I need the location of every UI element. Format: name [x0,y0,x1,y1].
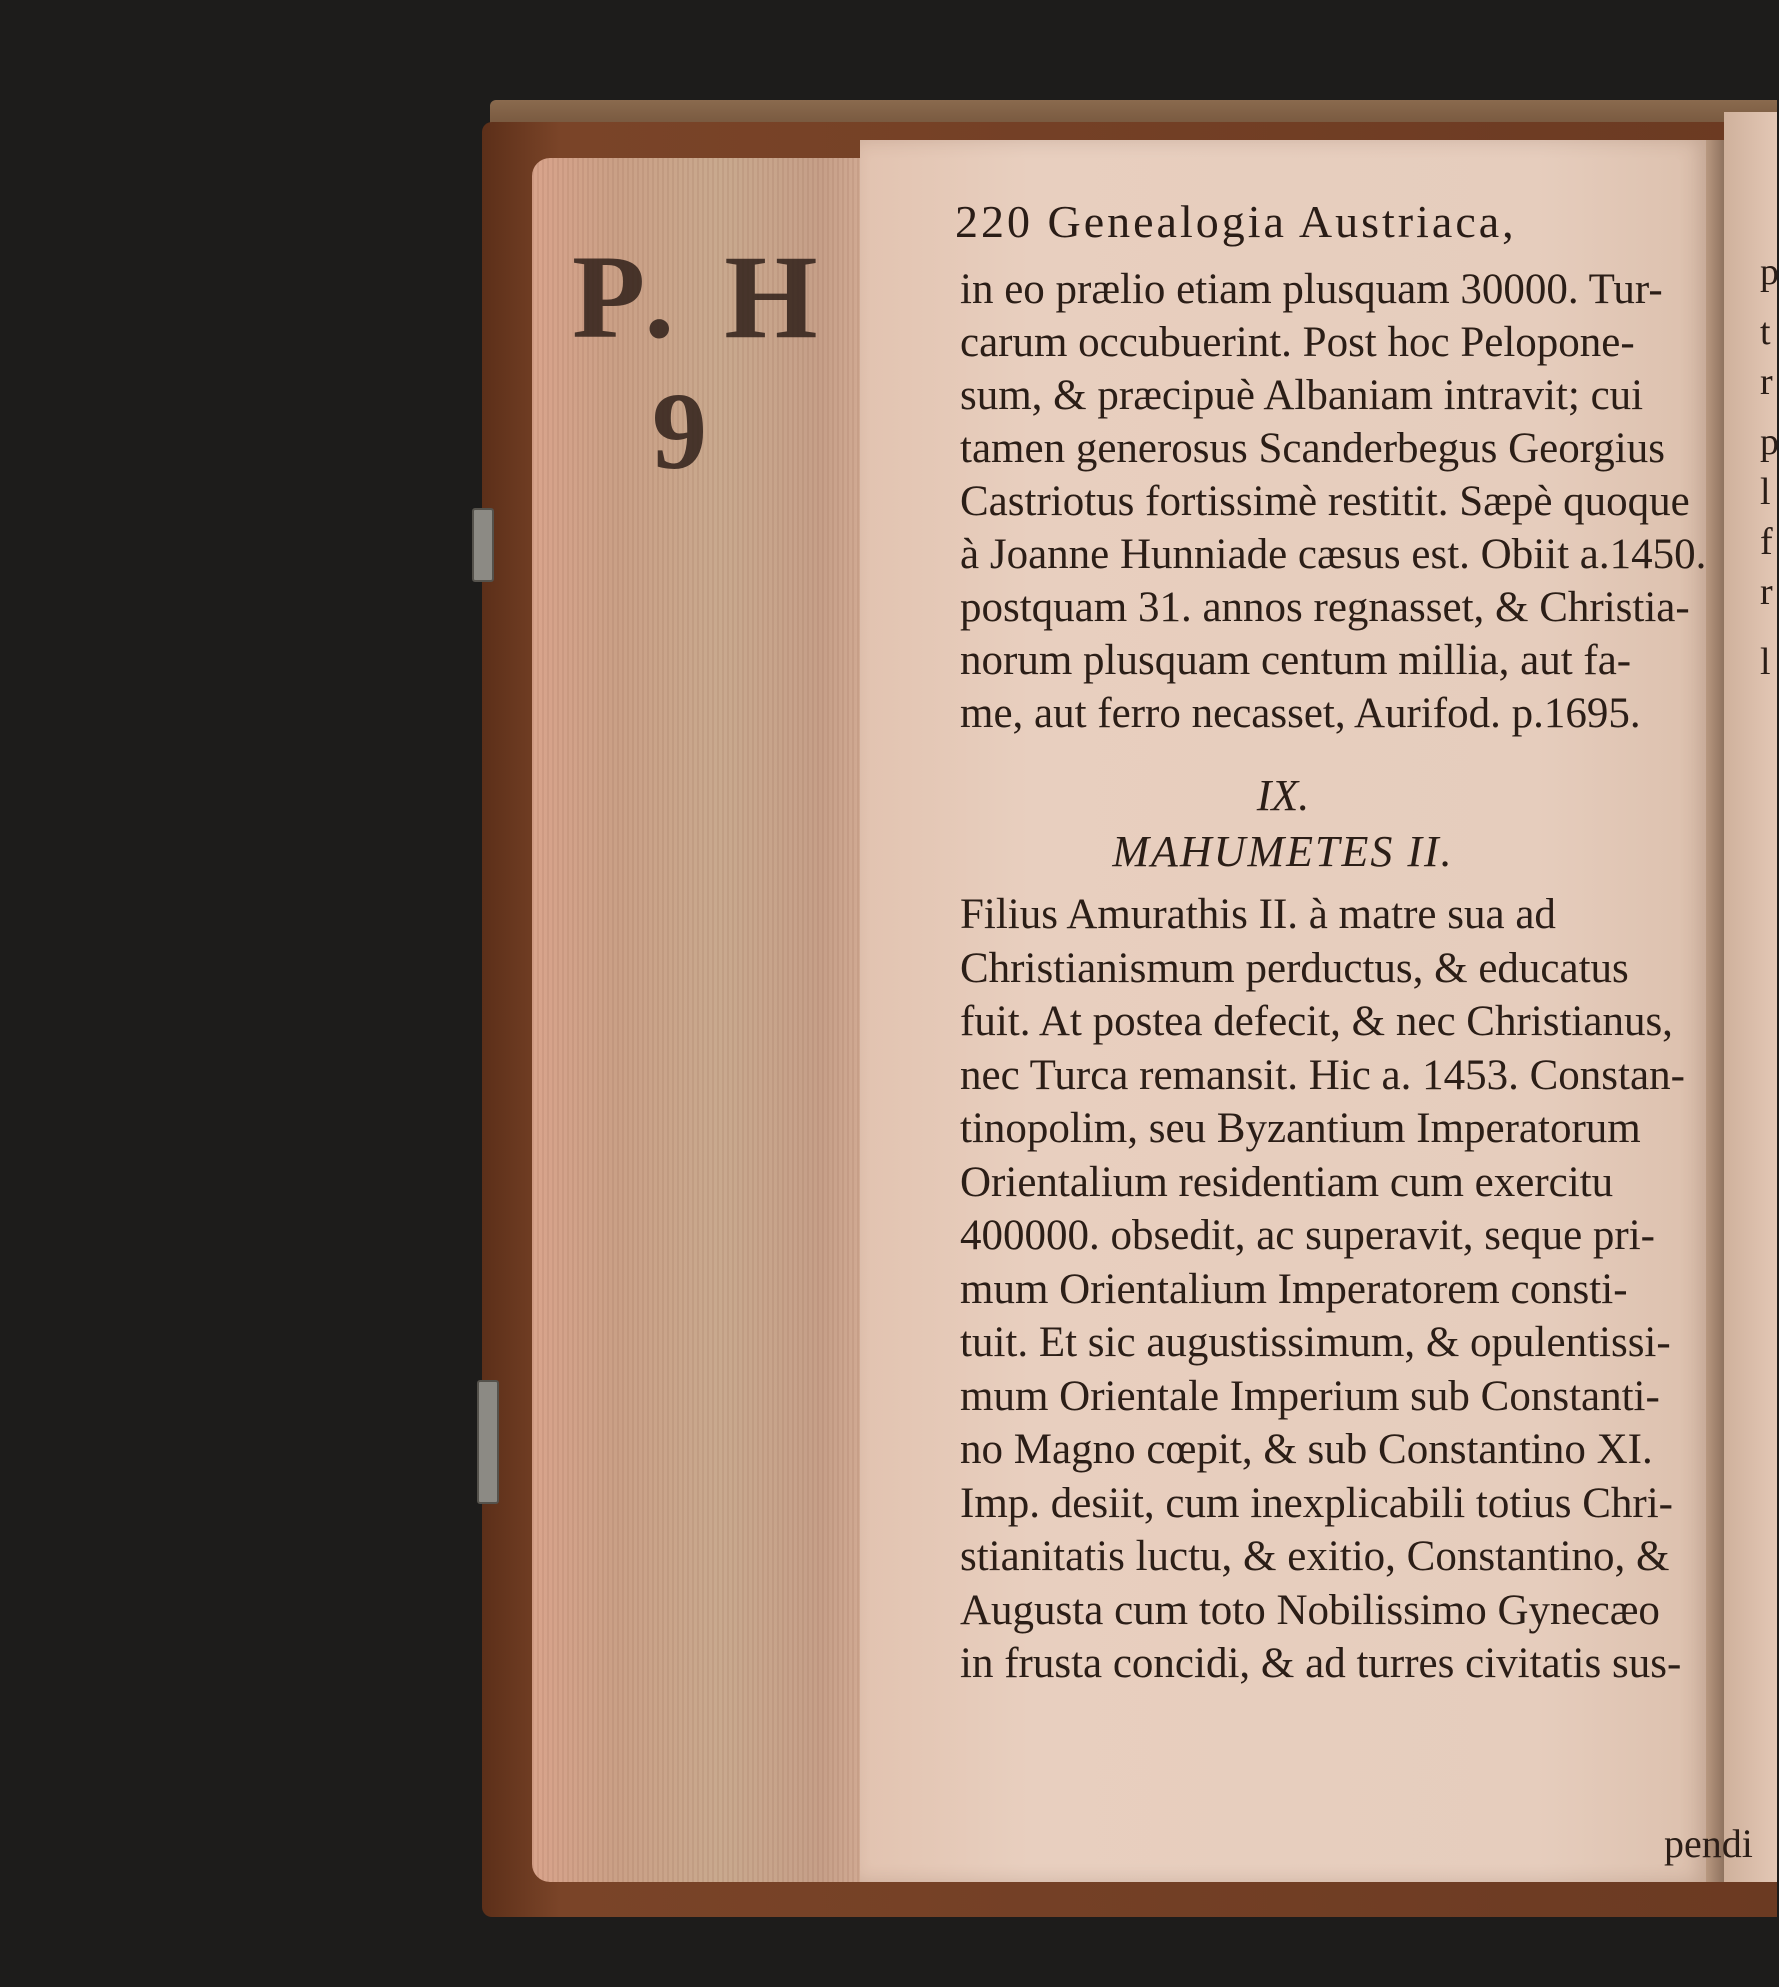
text-line: sum, & præcipuè Albaniam intravit; cui [960,372,1644,419]
facing-page-letter: r [1760,571,1773,613]
text-line: carum occubuerint. Post hoc Pelopone- [960,319,1635,366]
text-line: Augusta cum toto Nobilissimo Gynecæo [960,1586,1660,1634]
catchword: pendi [1664,1821,1753,1866]
text-line: me, aut ferro necasset, Aurifod. p.1695. [960,690,1641,737]
gutter-shadow [1706,140,1724,1882]
facing-page-letter: r [1760,361,1773,403]
running-head: 220 Genealogia Austriaca, [955,196,1517,247]
fore-edge [532,158,872,1882]
text-line: in eo prælio etiam plusquam 30000. Tur- [960,266,1663,313]
text-line: in frusta concidi, & ad turres civitatis sus- [960,1640,1682,1687]
facing-page-letter: f [1760,521,1773,563]
section-title: MAHUMETES II. [1112,827,1454,876]
text-line: tuit. Et sic augustissimum, & opulentissi- [960,1319,1671,1366]
facing-page-letter: l [1760,641,1771,683]
clasp-upper [472,508,494,582]
text-line: no Magno cœpit, & sub Constantino XI. [960,1426,1653,1473]
text-line: tinopolim, seu Byzantium Imperatorum [960,1105,1641,1152]
text-line: fuit. At postea defecit, & nec Christianus, [960,998,1673,1045]
text-line: Imp. desiit, cum inexplicabili totius Chri- [960,1479,1673,1527]
text-line: norum plusquam centum millia, aut fa- [960,637,1632,684]
text-line: tamen generosus Scanderbegus Georgius [960,425,1665,472]
clasp-lower [477,1380,499,1504]
text-line: nec Turca remansit. Hic a. 1453. Constan- [960,1051,1685,1099]
text-line: 400000. obsedit, ac superavit, seque pri- [960,1212,1655,1259]
facing-page-letter: l [1760,471,1771,513]
fore-edge-mark-upper: P. H [572,230,828,363]
text-line: Castriotus fortissimè restitit. Sæpè quoque [960,478,1690,525]
facing-page-letter: p [1760,251,1779,293]
text-line: postquam 31. annos regnasset, & Christia- [960,584,1690,631]
text-line: Christianismum perductus, & educatus [960,944,1629,992]
section-number: IX. [1256,771,1310,820]
text-line: mum Orientale Imperium sub Constanti- [960,1372,1660,1420]
facing-page-letter: t [1760,311,1771,353]
text-line: mum Orientalium Imperatorem consti- [960,1265,1628,1313]
text-line: à Joanne Hunniade cæsus est. Obiit a.1450. [960,531,1707,578]
text-line: stianitatis luctu, & exitio, Constantino, & [960,1533,1670,1580]
fore-edge-mark-lower: 9 [652,370,707,492]
text-line: Filius Amurathis II. à matre sua ad [960,891,1556,938]
text-line: Orientalium residentiam cum exercitu [960,1158,1614,1206]
facing-page-letter: p [1760,421,1779,463]
